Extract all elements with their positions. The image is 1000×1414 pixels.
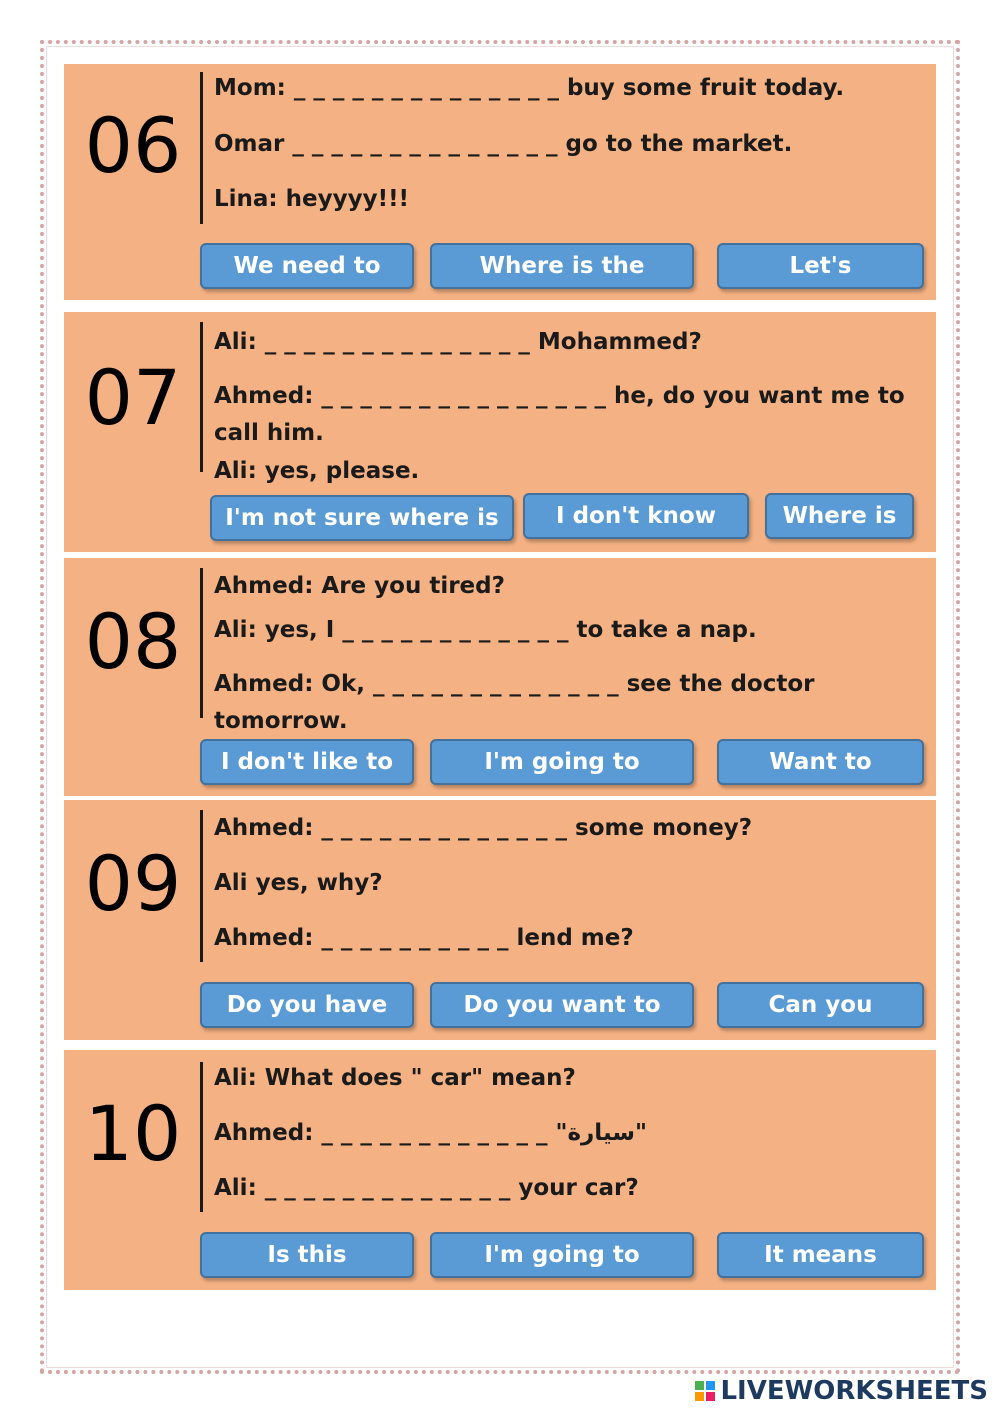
option-button[interactable]: Let's	[717, 243, 924, 289]
brand-footer	[694, 1374, 988, 1408]
exercise-card-09	[64, 800, 936, 1040]
dialogue-line: Ali: yes, please.	[214, 458, 420, 484]
exercise-number: 09	[84, 839, 182, 928]
dialogue-line: Ali: _ _ _ _ _ _ _ _ _ _ _ _ _ _ Mohammed?	[214, 329, 702, 355]
card-divider	[200, 810, 203, 962]
exercise-number: 08	[84, 597, 182, 686]
exercise-card-07	[64, 312, 936, 552]
option-button[interactable]: I don't like to	[200, 739, 414, 785]
dialogue-line: Lina: heyyyy!!!	[214, 186, 410, 212]
dialogue-line: Ahmed: _ _ _ _ _ _ _ _ _ _ _ _ _ some money?	[214, 815, 753, 841]
card-divider	[200, 568, 203, 718]
option-button[interactable]: Want to	[717, 739, 924, 785]
dialogue-line: Ahmed: Ok, _ _ _ _ _ _ _ _ _ _ _ _ _ see the doctor tomorrow.	[214, 671, 815, 734]
card-divider	[200, 322, 203, 472]
option-button[interactable]: It means	[717, 1232, 924, 1278]
exercise-number: 06	[84, 101, 182, 190]
option-button[interactable]: Do you have	[200, 982, 414, 1028]
option-button[interactable]: I don't know	[523, 493, 749, 539]
option-button[interactable]: I'm not sure where is	[210, 495, 514, 541]
option-button[interactable]: Is this	[200, 1232, 414, 1278]
dialogue-line: Ahmed: Are you tired?	[214, 573, 505, 599]
dialogue-line: Ali: What does " car" mean?	[214, 1065, 576, 1091]
dialogue-line: Ali: yes, I _ _ _ _ _ _ _ _ _ _ _ _ to take a nap.	[214, 617, 757, 643]
exercise-number: 07	[84, 353, 182, 442]
option-button[interactable]: Where is	[765, 493, 914, 539]
card-divider	[200, 72, 203, 224]
option-button[interactable]: Can you	[717, 982, 924, 1028]
option-button[interactable]: Do you want to	[430, 982, 694, 1028]
liveworksheets-logo-icon	[694, 1379, 716, 1403]
dialogue-line: Ahmed: _ _ _ _ _ _ _ _ _ _ _ _ _ _ _ he, do you want me to call him.	[214, 383, 905, 446]
dialogue-line: Ahmed: _ _ _ _ _ _ _ _ _ _ lend me?	[214, 925, 634, 951]
exercise-card-06	[64, 64, 936, 300]
dialogue-line: Omar _ _ _ _ _ _ _ _ _ _ _ _ _ _ go to the market.	[214, 131, 793, 157]
option-button[interactable]: I'm going to	[430, 1232, 694, 1278]
exercise-number: 10	[84, 1089, 182, 1178]
dialogue-line: Ahmed: _ _ _ _ _ _ _ _ _ _ _ _ "سيارة"	[214, 1120, 647, 1146]
dialogue-line: Ali: _ _ _ _ _ _ _ _ _ _ _ _ _ your car?	[214, 1175, 639, 1201]
option-button[interactable]: We need to	[200, 243, 414, 289]
dialogue-line: Ali yes, why?	[214, 870, 383, 896]
option-button[interactable]: Where is the	[430, 243, 694, 289]
card-divider	[200, 1062, 203, 1212]
option-button[interactable]: I'm going to	[430, 739, 694, 785]
exercise-card-08	[64, 558, 936, 796]
brand-name: LIVEWORKSHEETS	[720, 1376, 988, 1406]
dialogue-line: Mom: _ _ _ _ _ _ _ _ _ _ _ _ _ _ buy some fruit today.	[214, 75, 845, 101]
exercise-card-10	[64, 1050, 936, 1290]
